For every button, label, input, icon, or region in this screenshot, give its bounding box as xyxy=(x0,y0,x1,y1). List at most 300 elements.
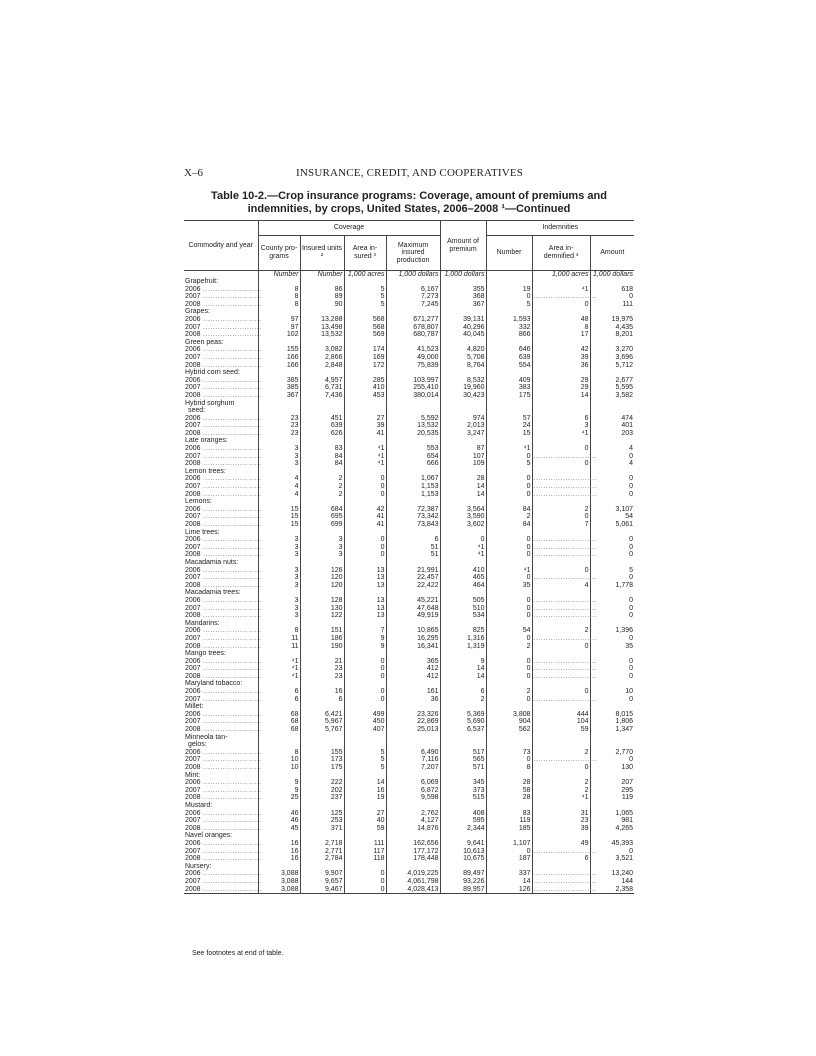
data-cell: 6 xyxy=(532,415,590,423)
year-cell xyxy=(184,748,262,757)
leader-dots: ........................ xyxy=(200,870,262,878)
table-row xyxy=(184,445,634,453)
table-row xyxy=(184,475,634,483)
data-cell xyxy=(386,589,440,597)
leader-dots: ........................ xyxy=(200,323,262,331)
data-cell: 45 xyxy=(258,825,300,833)
number-header: Number xyxy=(486,236,532,271)
data-cell xyxy=(532,498,590,506)
data-cell: 118 xyxy=(344,855,386,863)
leader-dots: .......................... xyxy=(533,672,598,680)
data-cell: 385 xyxy=(258,377,300,385)
commodity-label: Mango trees: xyxy=(184,650,258,658)
data-cell: 8,015 xyxy=(615,710,634,718)
data-cell: 86 xyxy=(300,286,344,294)
leader-dots: ........................ xyxy=(200,536,262,544)
data-cell xyxy=(300,369,344,377)
leader-dots: ........................ xyxy=(200,543,262,551)
data-cell: 22,457 xyxy=(386,574,440,582)
commodity-label: Lemons: xyxy=(184,498,258,506)
data-cell: 49,000 xyxy=(386,354,440,362)
data-cell: ⁴1 xyxy=(258,665,300,673)
table-row xyxy=(184,384,634,392)
data-cell: 4,265 xyxy=(615,824,634,832)
data-cell xyxy=(486,680,532,688)
data-cell: 6 xyxy=(532,855,590,863)
data-cell: 93,226 xyxy=(440,878,486,886)
data-cell: 151 xyxy=(300,627,344,635)
data-cell: 5,708 xyxy=(440,354,486,362)
data-cell xyxy=(344,437,386,445)
data-cell: 2,344 xyxy=(440,825,486,833)
data-cell: 72,387 xyxy=(386,506,440,514)
data-cell: 6,731 xyxy=(300,384,344,392)
data-cell: 10 xyxy=(625,688,634,696)
leader-dots: ........................ xyxy=(200,688,262,696)
data-cell xyxy=(486,437,532,445)
leader-dots: .......................... xyxy=(533,536,598,544)
data-cell xyxy=(532,870,598,878)
data-cell xyxy=(344,863,386,871)
data-cell: 1,153 xyxy=(386,491,440,499)
data-cell xyxy=(486,734,532,742)
data-cell: 175 xyxy=(300,764,344,772)
data-cell xyxy=(386,369,440,377)
table-row xyxy=(184,627,634,635)
data-cell: 0 xyxy=(486,483,532,491)
leader-dots: ........................ xyxy=(200,627,262,635)
data-cell: 0 xyxy=(344,870,386,878)
year-label: 2007 xyxy=(185,422,201,430)
data-cell: 103,997 xyxy=(386,377,440,385)
year-cell xyxy=(184,331,262,339)
data-cell: 0 xyxy=(629,543,634,551)
data-cell: 84 xyxy=(300,453,344,461)
year-label: 2008 xyxy=(185,885,201,893)
leader-dots: ........................ xyxy=(200,505,262,513)
data-cell: 9 xyxy=(258,779,300,787)
year-label: 2008 xyxy=(185,300,201,308)
data-cell: 9 xyxy=(344,643,386,651)
data-cell: 2 xyxy=(486,513,532,521)
data-cell xyxy=(300,741,344,749)
data-cell: 41 xyxy=(344,430,386,438)
table-row xyxy=(184,870,634,878)
year-label: 2006 xyxy=(185,779,201,787)
commodity-label: Hybrid sorghum xyxy=(184,400,258,408)
data-cell: 125 xyxy=(300,810,344,818)
table-row xyxy=(184,513,634,521)
data-cell: 5 xyxy=(344,764,386,772)
data-cell xyxy=(532,680,590,688)
data-cell: 41 xyxy=(344,513,386,521)
table-row xyxy=(184,696,634,704)
data-cell: 2,718 xyxy=(300,840,344,848)
data-cell: 27 xyxy=(344,810,386,818)
data-cell: 1,347 xyxy=(615,726,634,734)
data-cell: 0 xyxy=(629,452,634,460)
data-cell xyxy=(344,680,386,688)
data-cell xyxy=(590,703,634,711)
data-cell: 166 xyxy=(258,354,300,362)
data-cell: 451 xyxy=(300,415,344,423)
data-cell: 89,957 xyxy=(440,886,486,894)
data-cell: 6,490 xyxy=(386,749,440,757)
data-cell xyxy=(386,437,440,445)
data-cell: 13,532 xyxy=(300,331,344,339)
data-cell xyxy=(344,832,386,840)
data-cell: 59 xyxy=(532,726,590,734)
commodity-label: Lime trees: xyxy=(184,529,258,537)
data-cell: 4 xyxy=(258,483,300,491)
leader-dots: ........................ xyxy=(200,445,262,453)
year-cell xyxy=(184,414,262,423)
data-cell: 11 xyxy=(258,643,300,651)
data-cell: 0 xyxy=(629,847,634,855)
data-cell: 58 xyxy=(486,787,532,795)
data-cell: ⁴1 xyxy=(344,445,386,453)
data-cell: 0 xyxy=(532,460,590,468)
leader-dots: ........................ xyxy=(200,877,262,885)
leader-dots: .......................... xyxy=(533,612,598,620)
data-cell: 23 xyxy=(258,415,300,423)
data-cell xyxy=(300,734,344,742)
data-cell xyxy=(386,703,440,711)
data-cell xyxy=(258,620,300,628)
data-cell: 5 xyxy=(344,749,386,757)
year-cell xyxy=(184,315,262,324)
data-cell xyxy=(590,620,634,628)
category-row xyxy=(184,308,634,316)
data-cell xyxy=(590,741,634,749)
year-label: 2006 xyxy=(185,414,201,422)
data-cell: 3,088 xyxy=(258,886,300,894)
table-row xyxy=(184,354,634,362)
data-cell: 6 xyxy=(386,536,440,544)
data-cell: 0 xyxy=(629,475,634,483)
data-cell: 16 xyxy=(258,840,300,848)
table-row xyxy=(184,415,634,423)
data-cell xyxy=(532,452,598,461)
data-cell: 0 xyxy=(532,301,590,309)
data-cell: 0 xyxy=(629,490,634,498)
commodity-label: Navel oranges: xyxy=(184,832,258,840)
year-cell xyxy=(184,581,262,590)
commodity-label: Grapefruit: xyxy=(184,278,258,286)
data-cell: 0 xyxy=(344,886,386,894)
data-cell: 2,866 xyxy=(300,354,344,362)
data-cell: 4,820 xyxy=(440,346,486,354)
table-row xyxy=(184,324,634,332)
unit-label: 1,000 acres xyxy=(344,271,386,279)
data-cell: 47,648 xyxy=(386,605,440,613)
data-cell: 0 xyxy=(532,445,590,453)
year-label: 2007 xyxy=(185,665,201,673)
data-cell: 16 xyxy=(300,688,344,696)
table-body xyxy=(184,271,634,894)
table-row xyxy=(184,362,634,370)
data-cell xyxy=(300,407,344,415)
data-cell xyxy=(344,339,386,347)
table-row xyxy=(184,779,634,787)
data-cell xyxy=(344,559,386,567)
leader-dots: .......................... xyxy=(533,551,598,559)
data-cell: 0 xyxy=(629,293,634,301)
category-row xyxy=(184,703,634,711)
data-cell: 3 xyxy=(258,574,300,582)
data-cell xyxy=(532,369,590,377)
data-cell: 7,273 xyxy=(386,293,440,301)
data-cell xyxy=(532,657,598,666)
data-cell: 19,960 xyxy=(440,384,486,392)
data-cell: 0 xyxy=(344,483,386,491)
data-cell: 87 xyxy=(440,445,486,453)
year-cell xyxy=(184,665,262,673)
data-cell xyxy=(590,278,634,286)
table-row xyxy=(184,582,634,590)
data-cell: ⁴1 xyxy=(486,445,532,453)
data-cell: 510 xyxy=(440,605,486,613)
data-cell: 3 xyxy=(532,422,590,430)
data-cell: 407 xyxy=(344,726,386,734)
year-cell xyxy=(184,353,262,362)
data-cell: 5 xyxy=(629,566,634,574)
data-cell: 161 xyxy=(386,688,440,696)
data-cell: ⁴1 xyxy=(344,453,386,461)
data-cell: 0 xyxy=(486,673,532,681)
data-cell xyxy=(532,437,590,445)
data-cell xyxy=(386,339,440,347)
year-cell xyxy=(184,596,262,605)
data-cell xyxy=(532,634,598,643)
data-cell: 0 xyxy=(486,574,532,582)
data-cell xyxy=(532,650,590,658)
data-cell: 7 xyxy=(532,521,590,529)
data-cell: 8 xyxy=(532,324,590,332)
category-row xyxy=(184,407,634,415)
data-cell: 6,872 xyxy=(386,787,440,795)
data-cell: ⁴1 xyxy=(532,794,590,802)
year-cell xyxy=(184,612,262,620)
data-cell: ⁴1 xyxy=(440,551,486,559)
data-cell: 534 xyxy=(440,612,486,620)
leader-dots: .......................... xyxy=(533,870,598,878)
year-cell xyxy=(184,422,262,430)
year-label: 2006 xyxy=(185,688,201,696)
data-cell xyxy=(440,802,486,810)
year-label: 2008 xyxy=(185,764,201,771)
leader-dots: ........................ xyxy=(200,574,262,582)
data-cell: 285 xyxy=(344,377,386,385)
data-cell xyxy=(440,650,486,658)
data-cell: 0 xyxy=(486,536,532,544)
footnote: See footnotes at end of table. xyxy=(192,950,284,957)
data-cell: ⁴1 xyxy=(532,430,590,438)
data-cell xyxy=(300,278,344,286)
category-row xyxy=(184,832,634,840)
commodity-label: Maryland tobacco: xyxy=(184,680,258,688)
data-cell: 0 xyxy=(486,848,532,856)
leader-dots: ........................ xyxy=(200,665,262,673)
data-cell: 0 xyxy=(486,491,532,499)
commodity-label: Hybrid corn seed: xyxy=(184,369,258,377)
year-label: 2008 xyxy=(185,672,201,680)
data-cell xyxy=(590,400,634,408)
data-cell: 1,067 xyxy=(386,475,440,483)
data-cell: 0 xyxy=(344,658,386,666)
data-cell xyxy=(440,703,486,711)
data-cell: 1,593 xyxy=(486,316,532,324)
data-cell: 9 xyxy=(344,635,386,643)
leader-dots: .......................... xyxy=(533,847,598,855)
data-cell: 4 xyxy=(258,491,300,499)
data-cell: 14 xyxy=(440,673,486,681)
data-cell xyxy=(532,475,598,483)
table-title xyxy=(184,190,634,216)
leader-dots: ........................ xyxy=(200,490,262,498)
data-cell: 97 xyxy=(258,316,300,324)
data-cell: 177,172 xyxy=(386,848,440,856)
year-cell xyxy=(184,764,262,772)
data-cell: 380,014 xyxy=(386,392,440,400)
leader-dots: ........................ xyxy=(200,824,262,832)
year-label: 2008 xyxy=(185,429,201,437)
data-cell xyxy=(386,832,440,840)
data-cell: 568 xyxy=(344,324,386,332)
data-cell: 517 xyxy=(440,749,486,757)
county-programs-header: County pro- grams xyxy=(258,236,300,271)
leader-dots: .......................... xyxy=(533,634,598,642)
data-cell: 680,787 xyxy=(386,331,440,339)
data-cell: 83 xyxy=(300,445,344,453)
data-cell: 3 xyxy=(258,445,300,453)
table-row xyxy=(184,612,634,620)
data-cell: 5,690 xyxy=(440,718,486,726)
year-cell xyxy=(184,779,262,787)
data-cell: 1,319 xyxy=(440,643,486,651)
data-cell: 14 xyxy=(486,878,532,886)
data-cell: 453 xyxy=(344,392,386,400)
data-cell: 13 xyxy=(344,612,386,620)
year-label: 2007 xyxy=(185,452,201,460)
data-cell xyxy=(532,596,598,605)
data-cell xyxy=(386,680,440,688)
data-cell: 10,613 xyxy=(440,848,486,856)
data-cell: 185 xyxy=(486,825,532,833)
data-cell xyxy=(258,400,300,408)
data-cell: 450 xyxy=(344,718,386,726)
data-cell xyxy=(258,559,300,567)
leader-dots: ........................ xyxy=(200,612,262,620)
leader-dots: ........................ xyxy=(200,726,262,734)
table-row xyxy=(184,605,634,613)
leader-dots: .......................... xyxy=(533,490,598,498)
data-cell xyxy=(532,612,598,620)
data-cell xyxy=(344,734,386,742)
data-cell: 3 xyxy=(258,551,300,559)
year-cell xyxy=(184,688,262,696)
data-cell: 5,595 xyxy=(615,384,634,392)
data-cell: 54 xyxy=(625,513,634,521)
year-label: 2008 xyxy=(185,521,201,528)
data-cell xyxy=(532,574,598,582)
data-cell xyxy=(344,589,386,597)
data-cell: 8,764 xyxy=(440,362,486,370)
data-cell xyxy=(300,680,344,688)
data-cell xyxy=(532,559,590,567)
data-cell xyxy=(300,772,344,780)
commodity-label: Mustard: xyxy=(184,802,258,810)
year-cell xyxy=(184,794,262,802)
data-cell: 29 xyxy=(532,377,590,385)
data-cell xyxy=(300,832,344,840)
data-cell: 0 xyxy=(629,672,634,680)
amount-header: Amount xyxy=(590,236,634,271)
year-cell xyxy=(184,361,262,370)
year-cell xyxy=(184,574,262,582)
data-cell xyxy=(386,620,440,628)
data-cell xyxy=(386,407,440,415)
data-cell: 0 xyxy=(629,665,634,673)
data-cell: 8,532 xyxy=(440,377,486,385)
data-cell xyxy=(590,437,634,445)
table-row xyxy=(184,787,634,795)
data-cell: 2 xyxy=(532,749,590,757)
data-cell: 19 xyxy=(344,794,386,802)
data-cell xyxy=(344,741,386,749)
leader-dots: ........................ xyxy=(200,581,262,589)
data-cell xyxy=(486,589,532,597)
table-row xyxy=(184,544,634,552)
year-label: 2006 xyxy=(185,536,201,544)
data-cell: 27 xyxy=(344,415,386,423)
data-cell: 3 xyxy=(258,453,300,461)
data-cell: 4,061,798 xyxy=(386,878,440,886)
commodity-label: Macadamia nuts: xyxy=(184,559,258,567)
year-cell xyxy=(184,505,262,514)
year-cell xyxy=(184,604,262,613)
data-cell: 0 xyxy=(486,293,532,301)
data-cell: 23 xyxy=(258,430,300,438)
year-label: 2006 xyxy=(185,809,201,817)
data-cell: 13 xyxy=(344,605,386,613)
data-cell: 3 xyxy=(300,536,344,544)
data-cell: 0 xyxy=(344,475,386,483)
data-cell: 4,957 xyxy=(300,377,344,385)
leader-dots: ........................ xyxy=(200,839,262,847)
data-cell: 2,677 xyxy=(615,376,634,384)
data-cell xyxy=(532,672,598,681)
data-cell xyxy=(386,650,440,658)
data-cell xyxy=(486,650,532,658)
table-row xyxy=(184,567,634,575)
data-cell xyxy=(532,734,590,742)
data-cell: 4,028,413 xyxy=(386,886,440,894)
data-cell: 25 xyxy=(258,794,300,802)
data-cell xyxy=(300,437,344,445)
table-row xyxy=(184,840,634,848)
data-cell: 16 xyxy=(344,787,386,795)
table-row xyxy=(184,316,634,324)
unit-label xyxy=(486,271,532,279)
data-cell: 383 xyxy=(486,384,532,392)
data-cell: 355 xyxy=(440,286,486,294)
table-row xyxy=(184,422,634,430)
data-cell: 499 xyxy=(344,711,386,719)
leader-dots: ........................ xyxy=(200,855,262,863)
year-cell xyxy=(184,460,262,468)
data-cell: 368 xyxy=(440,293,486,301)
